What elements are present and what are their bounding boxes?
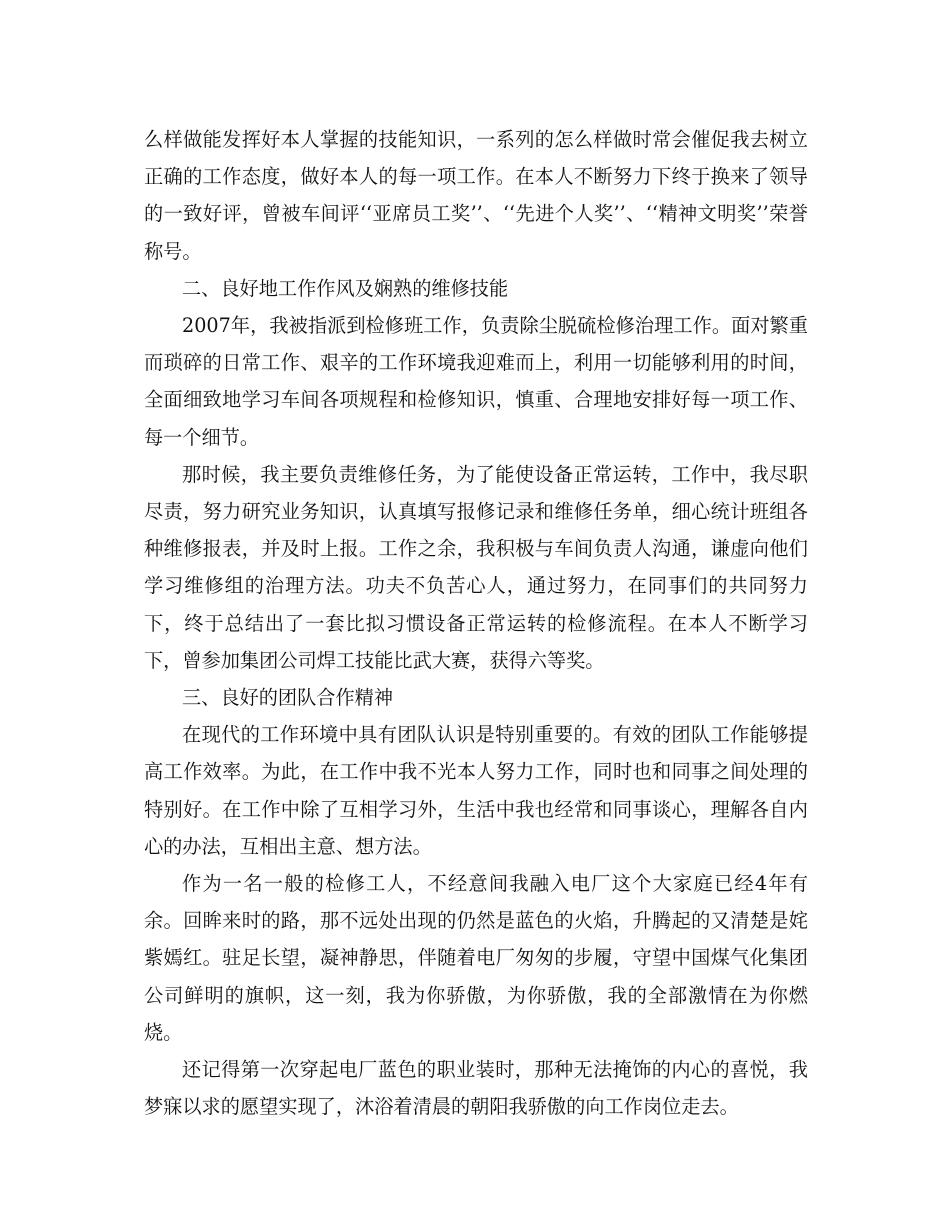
document-body	[144, 121, 808, 1125]
paragraph-2007: 2007年，我被指派到检修班工作，负责除尘脱硫检修治理工作。面对繁重而琐碎的日常工作、艰辛的工作环境我迎难而上，利用一切能够利用的时间，全面细致地学习车间各项规程和检修知识，慎重、合理地安排好每一项工作、每一个细节。	[144, 314, 808, 449]
paragraph-uniform: 还记得第一次穿起电厂蓝色的职业装时，那种无法掩饰的内心的喜悦，我梦寐以求的愿望实现了，沐浴着清晨的朝阳我骄傲的向工作岗位走去。	[144, 1058, 808, 1119]
paragraph-maintenance: 那时候，我主要负责维修任务，为了能使设备正常运转，工作中，我尽职尽责，努力研究业务知识，认真填写报修记录和维修任务单，细心统计班组各种维修报表，并及时上报。工作之余，我积极与车间负责人沟通，谦虚向他们学习维修组的治理方法。功夫不负苦心人，通过努力，在同事们的共同努力下，终于总结出了一套比拟习惯设备正常运转的检修流程。在本人不断学习下，曾参加集团公司焊工技能比武大赛，获得六等奖。	[144, 462, 808, 672]
paragraph-teamwork: 在现代的工作环境中具有团队认识是特别重要的。有效的团队工作能够提高工作效率。为此，在工作中我不光本人努力工作，同时也和同事之间处理的特别好。在工作中除了互相学习外，生活中我也经常和同事谈心，理解各自内心的办法，互相出主意、想方法。	[144, 723, 808, 858]
paragraph-continued: 么样做能发挥好本人掌握的技能知识，一系列的怎么样做时常会催促我去树立正确的工作态度，做好本人的每一项工作。在本人不断努力下终于换来了领导的一致好评，曾被车间评‘‘亚席员工奖’’、‘‘先进个人奖’’、‘‘精神文明奖’’荣誉称号。	[144, 128, 808, 263]
paragraph-four-years: 作为一名一般的检修工人，不经意间我融入电厂这个大家庭已经4年有余。回眸来时的路，那不远处出现的仍然是蓝色的火焰，升腾起的又清楚是姹紫嫣红。驻足长望，凝神静思，伴随着电厂匆匆的步履，守望中国煤气化集团公司鲜明的旗帜，这一刻，我为你骄傲，为你骄傲，我的全部激情在为你燃烧。	[144, 872, 808, 1044]
section-heading-2: 二、良好地工作作风及娴熟的维修技能	[182, 276, 509, 300]
section-heading-3: 三、良好的团队合作精神	[182, 686, 394, 710]
